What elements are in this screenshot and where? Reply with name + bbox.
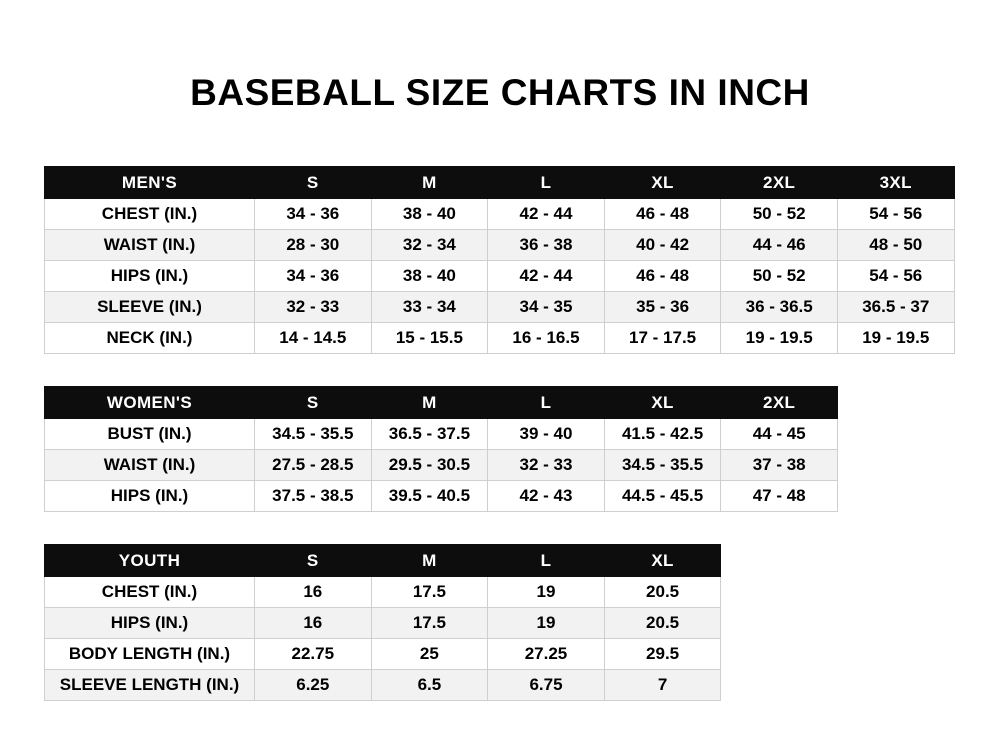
cell: 35 - 36: [604, 292, 721, 323]
cell: 46 - 48: [604, 261, 721, 292]
cell: 19: [488, 577, 605, 608]
cell: 25: [371, 639, 488, 670]
table-row: [45, 419, 838, 450]
mens-table-body: [45, 199, 955, 354]
cell: 48 - 50: [837, 230, 954, 261]
mens-header-m: M: [371, 167, 488, 199]
cell: 34.5 - 35.5: [255, 419, 372, 450]
table-row: [45, 639, 721, 670]
cell: 29.5: [604, 639, 721, 670]
cell: 36.5 - 37: [837, 292, 954, 323]
mens-table-header: [45, 167, 955, 199]
cell: 41.5 - 42.5: [604, 419, 721, 450]
cell: 42 - 44: [488, 261, 605, 292]
cell: 28 - 30: [255, 230, 372, 261]
cell: 27.25: [488, 639, 605, 670]
row-label: CHEST (IN.): [45, 577, 255, 608]
womens-size-table: [44, 386, 838, 512]
womens-table-body: [45, 419, 838, 512]
youth-size-table: [44, 544, 721, 701]
cell: 44 - 45: [721, 419, 838, 450]
table-row: [45, 670, 721, 701]
youth-header-s: S: [255, 545, 372, 577]
mens-header-xl: XL: [604, 167, 721, 199]
cell: 16 - 16.5: [488, 323, 605, 354]
table-row: [45, 481, 838, 512]
youth-header-category: YOUTH: [45, 545, 255, 577]
cell: 47 - 48: [721, 481, 838, 512]
cell: 15 - 15.5: [371, 323, 488, 354]
row-label: BODY LENGTH (IN.): [45, 639, 255, 670]
cell: 42 - 44: [488, 199, 605, 230]
row-label: SLEEVE LENGTH (IN.): [45, 670, 255, 701]
table-row: [45, 199, 955, 230]
row-label: NECK (IN.): [45, 323, 255, 354]
cell: 17.5: [371, 608, 488, 639]
cell: 44 - 46: [721, 230, 838, 261]
cell: 19 - 19.5: [837, 323, 954, 354]
cell: 7: [604, 670, 721, 701]
cell: 20.5: [604, 608, 721, 639]
cell: 17 - 17.5: [604, 323, 721, 354]
cell: 17.5: [371, 577, 488, 608]
cell: 54 - 56: [837, 199, 954, 230]
table-row: [45, 608, 721, 639]
cell: 38 - 40: [371, 261, 488, 292]
row-label: BUST (IN.): [45, 419, 255, 450]
womens-header-category: WOMEN'S: [45, 387, 255, 419]
womens-table-header: [45, 387, 838, 419]
mens-header-l: L: [488, 167, 605, 199]
table-header-row: [45, 167, 955, 199]
row-label: WAIST (IN.): [45, 230, 255, 261]
cell: 19 - 19.5: [721, 323, 838, 354]
cell: 39.5 - 40.5: [371, 481, 488, 512]
row-label: CHEST (IN.): [45, 199, 255, 230]
cell: 40 - 42: [604, 230, 721, 261]
cell: 36 - 36.5: [721, 292, 838, 323]
table-row: [45, 292, 955, 323]
cell: 42 - 43: [488, 481, 605, 512]
cell: 27.5 - 28.5: [255, 450, 372, 481]
mens-header-2xl: 2XL: [721, 167, 838, 199]
row-label: HIPS (IN.): [45, 261, 255, 292]
cell: 32 - 33: [488, 450, 605, 481]
cell: 36.5 - 37.5: [371, 419, 488, 450]
cell: 32 - 33: [255, 292, 372, 323]
cell: 34 - 36: [255, 199, 372, 230]
mens-size-table: [44, 166, 955, 354]
cell: 6.25: [255, 670, 372, 701]
womens-header-l: L: [488, 387, 605, 419]
row-label: SLEEVE (IN.): [45, 292, 255, 323]
womens-header-xl: XL: [604, 387, 721, 419]
table-row: [45, 230, 955, 261]
mens-header-s: S: [255, 167, 372, 199]
cell: 19: [488, 608, 605, 639]
youth-header-xl: XL: [604, 545, 721, 577]
youth-table-body: [45, 577, 721, 701]
page-title: BASEBALL SIZE CHARTS IN INCH: [190, 72, 810, 113]
mens-header-3xl: 3XL: [837, 167, 954, 199]
womens-header-2xl: 2XL: [721, 387, 838, 419]
cell: 44.5 - 45.5: [604, 481, 721, 512]
cell: 29.5 - 30.5: [371, 450, 488, 481]
table-header-row: [45, 545, 721, 577]
cell: 6.5: [371, 670, 488, 701]
cell: 22.75: [255, 639, 372, 670]
table-row: [45, 577, 721, 608]
cell: 20.5: [604, 577, 721, 608]
cell: 50 - 52: [721, 199, 838, 230]
cell: 36 - 38: [488, 230, 605, 261]
size-tables-container: [0, 166, 1000, 701]
cell: 32 - 34: [371, 230, 488, 261]
cell: 33 - 34: [371, 292, 488, 323]
cell: 37.5 - 38.5: [255, 481, 372, 512]
row-label: WAIST (IN.): [45, 450, 255, 481]
youth-header-m: M: [371, 545, 488, 577]
cell: 34 - 35: [488, 292, 605, 323]
table-header-row: [45, 387, 838, 419]
cell: 34 - 36: [255, 261, 372, 292]
cell: 54 - 56: [837, 261, 954, 292]
table-row: [45, 261, 955, 292]
cell: 39 - 40: [488, 419, 605, 450]
table-row: [45, 323, 955, 354]
youth-table-header: [45, 545, 721, 577]
cell: 6.75: [488, 670, 605, 701]
youth-header-l: L: [488, 545, 605, 577]
womens-header-s: S: [255, 387, 372, 419]
row-label: HIPS (IN.): [45, 608, 255, 639]
cell: 50 - 52: [721, 261, 838, 292]
cell: 14 - 14.5: [255, 323, 372, 354]
cell: 16: [255, 577, 372, 608]
mens-header-category: MEN'S: [45, 167, 255, 199]
cell: 16: [255, 608, 372, 639]
cell: 38 - 40: [371, 199, 488, 230]
cell: 46 - 48: [604, 199, 721, 230]
cell: 34.5 - 35.5: [604, 450, 721, 481]
cell: 37 - 38: [721, 450, 838, 481]
womens-header-m: M: [371, 387, 488, 419]
table-row: [45, 450, 838, 481]
row-label: HIPS (IN.): [45, 481, 255, 512]
